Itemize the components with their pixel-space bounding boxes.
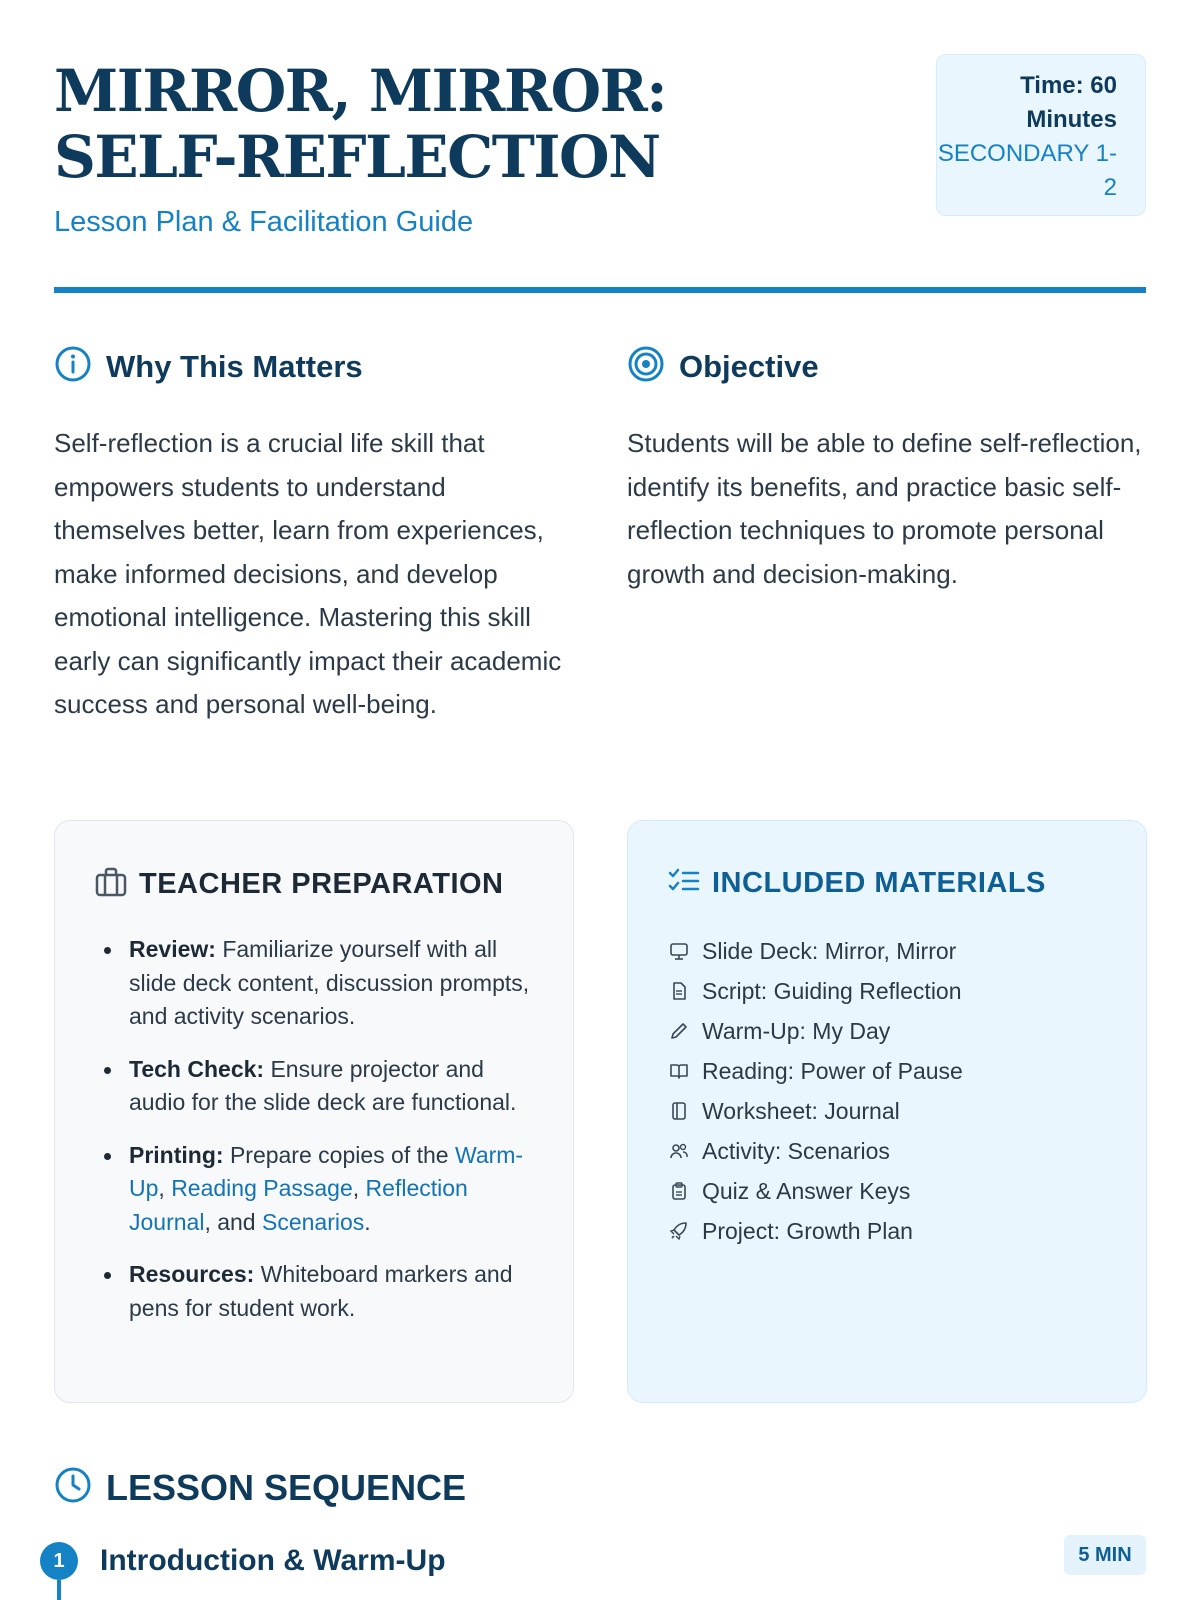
material-label: Reading: Power of Pause <box>702 1057 963 1084</box>
material-label: Project: Growth Plan <box>702 1217 913 1244</box>
prep-card-header <box>95 867 504 902</box>
page-title: MIRROR, MIRROR: SELF-REFLECTION <box>54 57 667 191</box>
prep-item-label: Tech Check: <box>129 1055 265 1082</box>
material-label: Warm-Up: My Day <box>702 1017 891 1044</box>
why-body: Self-reflection is a crucial life skill that empowers students to understand themselves better, learn from experiences, make informed decisions, and develop emotional intelligence. Mastering this skill early can significantly impact their academic success and personal well-being. <box>54 428 562 719</box>
objective-heading: Objective <box>679 348 819 384</box>
sequence-heading: LESSON SEQUENCE <box>106 1466 467 1508</box>
material-label: Quiz & Answer Keys <box>702 1177 911 1204</box>
material-label: Script: Guiding Reflection <box>702 977 962 1004</box>
step-title: Introduction & Warm-Up <box>100 1544 446 1577</box>
reflection-journal-link[interactable]: Reflection Journal <box>129 1175 468 1235</box>
material-item[interactable] <box>668 1211 963 1251</box>
prep-item-tech-check <box>129 1053 539 1120</box>
material-item[interactable] <box>668 1091 963 1131</box>
separator: . <box>364 1208 371 1235</box>
info-icon <box>54 345 92 388</box>
lesson-time: Time: 60 Minutes <box>1020 72 1117 133</box>
prep-heading: TEACHER PREPARATION <box>139 868 504 900</box>
prep-list <box>129 933 539 1344</box>
prep-item-printing <box>129 1139 539 1240</box>
material-label: Slide Deck: Mirror, Mirror <box>702 937 957 964</box>
pencil-icon <box>668 1020 690 1042</box>
document-icon <box>668 980 690 1002</box>
material-item[interactable] <box>668 1131 963 1171</box>
material-label: Worksheet: Journal <box>702 1097 900 1124</box>
materials-list <box>668 931 963 1251</box>
teacher-preparation-card <box>54 820 574 1403</box>
prep-item-label: Resources: <box>129 1261 255 1287</box>
clock-icon <box>54 1466 92 1509</box>
target-icon <box>627 345 665 388</box>
prep-item-review <box>129 933 539 1034</box>
briefcase-icon <box>95 867 127 902</box>
lesson-grade: SECONDARY 1-2 <box>937 140 1117 201</box>
clipboard-icon <box>668 1180 690 1202</box>
why-section-header <box>54 345 363 388</box>
material-item[interactable] <box>668 931 963 971</box>
journal-icon <box>668 1100 690 1122</box>
objective-section-header <box>627 345 819 388</box>
separator: , and <box>204 1208 256 1235</box>
sequence-timeline <box>57 1580 61 1600</box>
material-item[interactable] <box>668 1011 963 1051</box>
materials-card-header <box>668 867 1046 900</box>
objective-body: Students will be able to define self-reflection, identify its benefits, and practice basic self-reflection techniques to promote personal growth and decision-making. <box>627 428 1142 589</box>
presentation-icon <box>668 940 690 962</box>
material-item[interactable] <box>668 1171 963 1211</box>
sequence-step[interactable] <box>40 1542 446 1580</box>
sequence-section-header <box>54 1466 466 1509</box>
prep-item-label: Review: <box>129 936 216 962</box>
separator: , <box>158 1175 165 1201</box>
included-materials-card <box>627 820 1147 1403</box>
users-icon <box>668 1140 690 1162</box>
material-item[interactable] <box>668 971 963 1011</box>
header-divider <box>54 287 1146 293</box>
step-number: 1 <box>40 1542 78 1580</box>
prep-item-resources <box>129 1258 539 1325</box>
why-heading: Why This Matters <box>106 348 363 384</box>
page-subtitle: Lesson Plan & Facilitation Guide <box>54 206 474 238</box>
lesson-plan-page <box>54 0 1146 1600</box>
prep-item-text: Prepare copies of the <box>229 1141 449 1168</box>
warm-up-link[interactable]: Warm-Up <box>129 1141 524 1201</box>
prep-item-text: Familiarize yourself with all slide deck content, discussion prompts, and activity scenarios. <box>129 936 530 1029</box>
prep-item-text: Whiteboard markers and pens for student work. <box>129 1261 513 1321</box>
separator: , <box>352 1175 360 1201</box>
book-icon <box>668 1060 690 1082</box>
step-duration-badge: 5 MIN <box>1064 1535 1146 1575</box>
rocket-icon <box>668 1220 690 1242</box>
materials-heading: INCLUDED MATERIALS <box>712 867 1046 899</box>
prep-item-text: Ensure projector and audio for the slide deck are functional. <box>129 1055 517 1115</box>
prep-item-label: Printing: <box>129 1141 224 1168</box>
lesson-meta-box <box>936 54 1146 216</box>
checklist-icon <box>668 867 700 900</box>
material-item[interactable] <box>668 1051 963 1091</box>
scenarios-link[interactable]: Scenarios <box>261 1208 365 1235</box>
reading-passage-link[interactable]: Reading Passage <box>171 1175 353 1201</box>
material-label: Activity: Scenarios <box>702 1137 890 1164</box>
